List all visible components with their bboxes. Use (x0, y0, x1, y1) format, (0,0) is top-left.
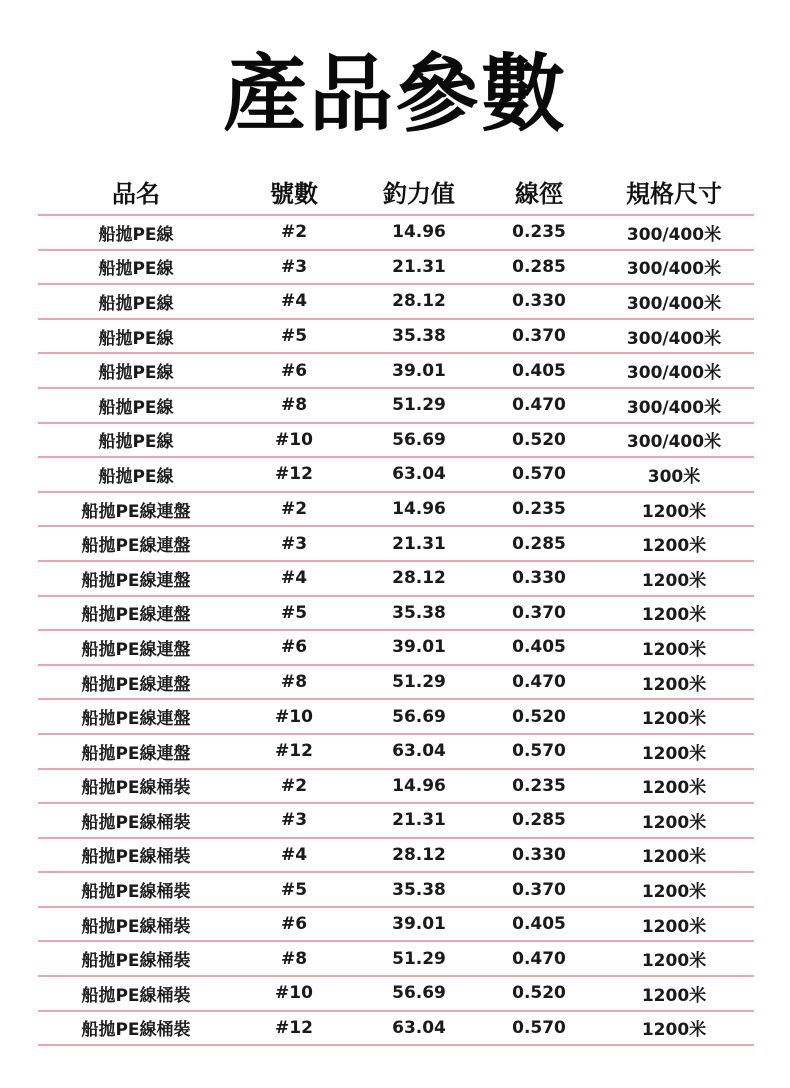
cell-spec-length: 1200米 (641, 709, 707, 730)
cell-strength: 51.29 (392, 395, 446, 416)
cell-product-name: 船拋PE線 (98, 466, 174, 487)
header-size-number: 號數 (270, 179, 318, 208)
table-row (38, 908, 754, 943)
table-row (38, 458, 754, 493)
header-spec-length: 規格尺寸 (626, 179, 722, 208)
cell-spec-length: 300/400米 (626, 363, 722, 384)
cell-strength: 35.38 (392, 326, 446, 347)
cell-strength: 21.31 (392, 533, 446, 554)
table-row (38, 389, 754, 424)
cell-strength: 56.69 (392, 706, 446, 727)
header-product-name: 品名 (112, 179, 160, 208)
cell-strength: 14.96 (392, 222, 446, 243)
cell-strength: 39.01 (392, 637, 446, 658)
cell-diameter: 0.370 (512, 326, 566, 347)
cell-spec-length: 1200米 (641, 847, 707, 868)
cell-strength: 51.29 (392, 948, 446, 969)
cell-product-name: 船拋PE線連盤 (81, 605, 191, 626)
cell-spec-length: 1200米 (641, 743, 707, 764)
cell-diameter: 0.235 (512, 775, 566, 796)
cell-spec-length: 1200米 (641, 1020, 707, 1041)
cell-spec-length: 1200米 (641, 916, 707, 937)
cell-size-number: #8 (280, 395, 308, 416)
table-row (38, 666, 754, 701)
table-header (38, 168, 754, 216)
cell-size-number: #8 (280, 948, 308, 969)
cell-product-name: 船拋PE線桶裝 (81, 812, 191, 833)
cell-strength: 56.69 (392, 983, 446, 1004)
cell-strength: 63.04 (392, 741, 446, 762)
cell-product-name: 船拋PE線連盤 (81, 570, 191, 591)
cell-size-number: #2 (280, 499, 308, 520)
cell-size-number: #12 (275, 741, 313, 762)
cell-size-number: #12 (275, 464, 313, 485)
cell-size-number: #4 (280, 568, 308, 589)
cell-strength: 21.31 (392, 810, 446, 831)
cell-size-number: #6 (280, 637, 308, 658)
table-row (38, 839, 754, 874)
cell-spec-length: 1200米 (641, 778, 707, 799)
cell-strength: 28.12 (392, 568, 446, 589)
cell-size-number: #10 (275, 429, 313, 450)
cell-diameter: 0.235 (512, 222, 566, 243)
cell-size-number: #10 (275, 983, 313, 1004)
cell-product-name: 船拋PE線桶裝 (81, 882, 191, 903)
cell-diameter: 0.330 (512, 291, 566, 312)
cell-diameter: 0.570 (512, 741, 566, 762)
cell-diameter: 0.520 (512, 706, 566, 727)
cell-product-name: 船拋PE線 (98, 224, 174, 245)
cell-product-name: 船拋PE線連盤 (81, 709, 191, 730)
header-diameter: 線徑 (515, 179, 563, 208)
header-strength: 釣力值 (383, 179, 455, 208)
cell-diameter: 0.570 (512, 1017, 566, 1038)
cell-product-name: 船拋PE線桶裝 (81, 778, 191, 799)
cell-size-number: #3 (280, 256, 308, 277)
cell-product-name: 船拋PE線連盤 (81, 639, 191, 660)
cell-product-name: 船拋PE線桶裝 (81, 951, 191, 972)
cell-size-number: #8 (280, 672, 308, 693)
cell-spec-length: 1200米 (641, 951, 707, 972)
table-row (38, 320, 754, 355)
cell-size-number: #2 (280, 222, 308, 243)
cell-strength: 14.96 (392, 775, 446, 796)
cell-size-number: #3 (280, 533, 308, 554)
cell-size-number: #12 (275, 1017, 313, 1038)
cell-spec-length: 1200米 (641, 812, 707, 833)
cell-spec-length: 1200米 (641, 674, 707, 695)
table-row (38, 977, 754, 1012)
cell-product-name: 船拋PE線連盤 (81, 536, 191, 557)
table-row (38, 631, 754, 666)
cell-diameter: 0.405 (512, 914, 566, 935)
cell-spec-length: 1200米 (641, 985, 707, 1006)
cell-size-number: #10 (275, 706, 313, 727)
cell-diameter: 0.370 (512, 879, 566, 900)
page-title: 產品參數 (222, 45, 567, 143)
cell-size-number: #6 (280, 360, 308, 381)
table-row (38, 493, 754, 528)
table-row (38, 873, 754, 908)
cell-diameter: 0.235 (512, 499, 566, 520)
table-row (38, 1012, 754, 1047)
table-row (38, 424, 754, 459)
cell-size-number: #4 (280, 844, 308, 865)
cell-diameter: 0.520 (512, 983, 566, 1004)
parameter-table (38, 168, 754, 1046)
cell-strength: 28.12 (392, 291, 446, 312)
cell-spec-length: 300/400米 (626, 432, 722, 453)
cell-strength: 35.38 (392, 879, 446, 900)
cell-product-name: 船拋PE線 (98, 328, 174, 349)
cell-product-name: 船拋PE線桶裝 (81, 985, 191, 1006)
cell-strength: 35.38 (392, 602, 446, 623)
cell-spec-length: 300/400米 (626, 397, 722, 418)
table-row (38, 527, 754, 562)
cell-product-name: 船拋PE線連盤 (81, 674, 191, 695)
table-row (38, 804, 754, 839)
cell-product-name: 船拋PE線 (98, 397, 174, 418)
cell-strength: 14.96 (392, 499, 446, 520)
cell-diameter: 0.285 (512, 810, 566, 831)
cell-diameter: 0.330 (512, 568, 566, 589)
table-row (38, 770, 754, 805)
table-row (38, 735, 754, 770)
table-row (38, 700, 754, 735)
cell-product-name: 船拋PE線連盤 (81, 743, 191, 764)
cell-spec-length: 1200米 (641, 882, 707, 903)
cell-spec-length: 1200米 (641, 501, 707, 522)
cell-spec-length: 300/400米 (626, 328, 722, 349)
table-row (38, 285, 754, 320)
cell-size-number: #2 (280, 775, 308, 796)
cell-diameter: 0.285 (512, 533, 566, 554)
cell-diameter: 0.570 (512, 464, 566, 485)
cell-size-number: #5 (280, 879, 308, 900)
table-row (38, 942, 754, 977)
cell-spec-length: 1200米 (641, 639, 707, 660)
cell-diameter: 0.520 (512, 429, 566, 450)
cell-diameter: 0.370 (512, 602, 566, 623)
cell-strength: 39.01 (392, 360, 446, 381)
cell-product-name: 船拋PE線 (98, 259, 174, 280)
cell-diameter: 0.405 (512, 637, 566, 658)
cell-size-number: #5 (280, 602, 308, 623)
cell-strength: 63.04 (392, 464, 446, 485)
cell-size-number: #6 (280, 914, 308, 935)
cell-strength: 56.69 (392, 429, 446, 450)
cell-strength: 28.12 (392, 844, 446, 865)
cell-size-number: #5 (280, 326, 308, 347)
table-row (38, 597, 754, 632)
table-row (38, 354, 754, 389)
cell-diameter: 0.405 (512, 360, 566, 381)
cell-spec-length: 300/400米 (626, 224, 722, 245)
cell-diameter: 0.470 (512, 948, 566, 969)
cell-product-name: 船拋PE線 (98, 432, 174, 453)
cell-strength: 39.01 (392, 914, 446, 935)
cell-strength: 21.31 (392, 256, 446, 277)
cell-product-name: 船拋PE線桶裝 (81, 847, 191, 868)
table-row (38, 562, 754, 597)
cell-spec-length: 1200米 (641, 570, 707, 591)
cell-strength: 51.29 (392, 672, 446, 693)
cell-product-name: 船拋PE線桶裝 (81, 1020, 191, 1041)
cell-diameter: 0.330 (512, 844, 566, 865)
cell-diameter: 0.470 (512, 672, 566, 693)
cell-size-number: #3 (280, 810, 308, 831)
cell-product-name: 船拋PE線連盤 (81, 501, 191, 522)
cell-spec-length: 1200米 (641, 605, 707, 626)
cell-product-name: 船拋PE線 (98, 363, 174, 384)
cell-strength: 63.04 (392, 1017, 446, 1038)
cell-product-name: 船拋PE線 (98, 293, 174, 314)
cell-product-name: 船拋PE線桶裝 (81, 916, 191, 937)
cell-spec-length: 1200米 (641, 536, 707, 557)
cell-spec-length: 300米 (647, 466, 701, 487)
cell-spec-length: 300/400米 (626, 259, 722, 280)
table-row (38, 216, 754, 251)
table-body (38, 216, 754, 1046)
cell-diameter: 0.470 (512, 395, 566, 416)
cell-diameter: 0.285 (512, 256, 566, 277)
table-row (38, 251, 754, 286)
cell-spec-length: 300/400米 (626, 293, 722, 314)
cell-size-number: #4 (280, 291, 308, 312)
